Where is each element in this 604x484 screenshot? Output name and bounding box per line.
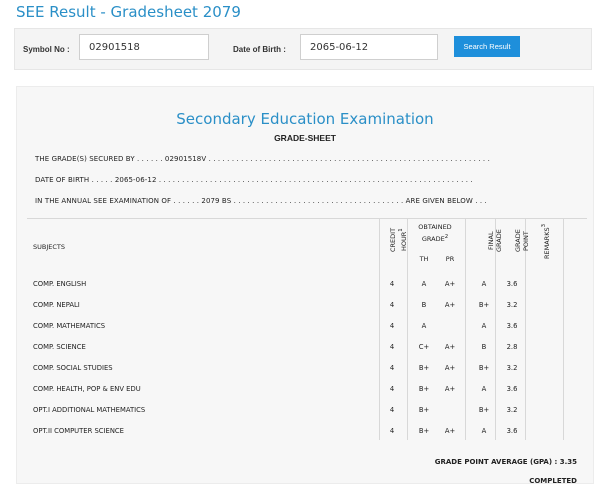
symbol-number-label: Symbol No :	[23, 45, 70, 54]
subject-name: OPT.II COMPUTER SCIENCE	[33, 427, 124, 435]
theory-grade: C+	[418, 343, 430, 351]
grade-sheet-subtitle: GRADE-SHEET	[274, 133, 336, 143]
practical-grade: A+	[444, 343, 456, 351]
subject-name: COMP. SCIENCE	[33, 343, 86, 351]
practical-grade: A+	[444, 385, 456, 393]
table-top-border	[27, 218, 587, 219]
credit-hour-value: 4	[389, 280, 395, 288]
subject-name: COMP. HEALTH, POP & ENV EDU	[33, 385, 141, 393]
final-grade: B	[481, 343, 487, 351]
final-grade-header: FINAL GRADE	[487, 229, 503, 253]
credit-hour-value: 4	[389, 343, 395, 351]
obtained-grade-header: OBTAINED GRADE$^2$	[418, 223, 452, 244]
date-of-birth-line: DATE OF BIRTH . . . . . 2065-06-12 . . . . . . . . . . . . . . . . . . . . . . . . . . . . . . . . . . . . . . . . . . . . . . . . . . . . . . . . . . . . . . . . . . . .	[35, 176, 473, 184]
credit-hour-value: 4	[389, 427, 395, 435]
credit-hour-value: 4	[389, 364, 395, 372]
credit-hour-header: CREDIT HOUR$^1$	[389, 227, 409, 253]
search-form	[14, 28, 592, 70]
date-of-birth-label: Date of Birth :	[233, 45, 286, 54]
page-title: SEE Result - Gradesheet 2079	[16, 3, 241, 21]
practical-grade: A+	[444, 427, 456, 435]
date-of-birth-input[interactable]: 2065-06-12	[300, 34, 438, 60]
theory-grade: B+	[418, 406, 430, 414]
exam-title: Secondary Education Examination	[176, 110, 434, 128]
final-grade: B+	[478, 301, 490, 309]
practical-grade: A+	[444, 280, 456, 288]
theory-grade: A	[421, 322, 427, 330]
practical-grade: A+	[444, 364, 456, 372]
table-row	[27, 421, 587, 441]
subject-name: OPT.I ADDITIONAL MATHEMATICS	[33, 406, 146, 414]
grades-table	[27, 218, 587, 440]
remarks-header: REMARKS$^3$	[541, 223, 552, 259]
table-row	[27, 337, 587, 357]
result-status: COMPLETED	[529, 477, 577, 484]
subject-name: COMP. SOCIAL STUDIES	[33, 364, 113, 372]
subject-name: COMP. MATHEMATICS	[33, 322, 106, 330]
credit-hour-value: 4	[389, 301, 395, 309]
final-grade: A	[481, 427, 487, 435]
theory-grade: B+	[418, 385, 430, 393]
table-row	[27, 295, 587, 315]
theory-grade: B+	[418, 427, 430, 435]
final-grade: A	[481, 322, 487, 330]
table-row	[27, 358, 587, 378]
table-row	[27, 379, 587, 399]
theory-grade: B+	[418, 364, 430, 372]
subject-name: COMP. ENGLISH	[33, 280, 87, 288]
grade-point: 3.6	[506, 280, 518, 288]
final-grade: A	[481, 280, 487, 288]
grade-point: 2.8	[506, 343, 518, 351]
search-result-button[interactable]: Search Result	[454, 36, 520, 57]
credit-hour-value: 4	[389, 322, 395, 330]
practical-header: PR	[445, 255, 455, 263]
grade-point-average: GRADE POINT AVERAGE (GPA) : 3.35	[434, 458, 577, 466]
subject-name: COMP. NEPALI	[33, 301, 80, 309]
grade-point: 3.6	[506, 322, 518, 330]
table-row	[27, 316, 587, 336]
symbol-number-input[interactable]: 02901518	[79, 34, 209, 60]
credit-hour-value: 4	[389, 385, 395, 393]
grade-point: 3.2	[506, 364, 518, 372]
final-grade: B+	[478, 364, 490, 372]
grade-point: 3.2	[506, 301, 518, 309]
theory-grade: A	[421, 280, 427, 288]
final-grade: B+	[478, 406, 490, 414]
credit-hour-value: 4	[389, 406, 395, 414]
grade-point-header: GRADE POINT	[514, 229, 530, 253]
grade-point: 3.6	[506, 385, 518, 393]
subjects-header: SUBJECTS	[33, 243, 66, 251]
grade-sheet	[16, 86, 594, 484]
secured-by-line: THE GRADE(S) SECURED BY . . . . . . 02901518V . . . . . . . . . . . . . . . . . . . . . . . . . . . . . . . . . . . . . . . . . . . . . . . . . . . . . . . . . . . . .	[35, 155, 490, 163]
examination-line: IN THE ANNUAL SEE EXAMINATION OF . . . . . . 2079 BS . . . . . . . . . . . . . . . . . . . . . . . . . . . . . . . . . . . . . ARE GIVEN BELOW . . .	[35, 197, 487, 205]
table-row	[27, 274, 587, 294]
table-row	[27, 400, 587, 420]
grade-point: 3.2	[506, 406, 518, 414]
final-grade: A	[481, 385, 487, 393]
practical-grade: A+	[444, 301, 456, 309]
theory-grade: B	[421, 301, 427, 309]
grade-point: 3.6	[506, 427, 518, 435]
theory-header: TH	[419, 255, 429, 263]
